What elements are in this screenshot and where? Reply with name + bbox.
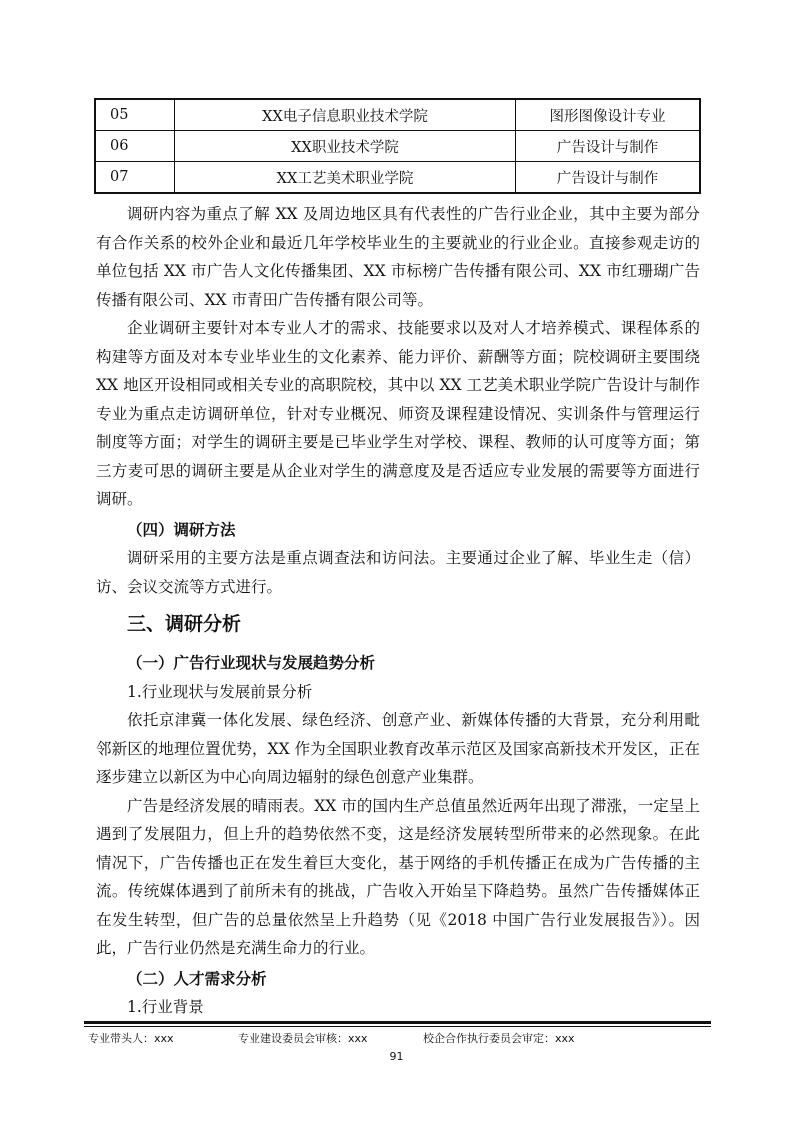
footer-committee: 专业建设委员会审核：xxx (238, 1032, 368, 1045)
major-name: 广告设计与制作 (516, 162, 701, 194)
major-name: 图形图像设计专业 (516, 99, 701, 131)
paragraph-regional-context: 依托京津冀一体化发展、绿色经济、创意产业、新媒体传播的大背景，充分利用毗邻新区的地理位置优势，XX 作为全国职业教育改革示范区及国家高新技术开发区，正在逐步建立以新区为中心向周边辐射的绿色创意产业集群。 (96, 711, 700, 786)
paragraph-survey-scope: 企业调研主要针对本专业人才的需求、技能要求以及对人才培养模式、课程体系的构建等方面及对本专业毕业生的文化素养、能力评价、薪酬等方面；院校调研主要围绕 XX 地区开设相同或相关专业的高职院校，其中以 XX 工艺美术职业学院广告设计与制作专业为重点走访调研单位，针对专业概况、师资及课程建设情况、实训条件与管理运行制度等方面；对学生的调研主要是已毕业学生对学校、课程、教师的认可度等方面；第三方麦可思的调研主要是从企业对学生的满意度及是否适应专业发展的需要等方面进行调研。 (96, 319, 700, 508)
heading-talent-demand: （二）人才需求分析 (127, 968, 267, 988)
major-name: 广告设计与制作 (516, 131, 701, 162)
item-industry-prospect: 1.行业现状与发展前景分析 (127, 682, 313, 701)
heading-industry-status: （一）广告行业现状与发展趋势分析 (127, 653, 376, 672)
footer-rule-thick (84, 1021, 711, 1024)
footer-signatures (88, 1030, 575, 1046)
row-number: 07 (95, 162, 175, 194)
surveyed-schools-table (94, 98, 701, 194)
row-number: 05 (95, 99, 175, 131)
footer-leader: 专业带头人：xxx (88, 1032, 174, 1045)
paragraph-advertising-economy: 广告是经济发展的晴雨表。XX 市的国内生产总值虽然近两年出现了滞涨，一定呈上遇到了发展阻力，但上升的趋势依然不变，这是经济发展转型所带来的必然现象。在此情况下，广告传播也正在发生着巨大变化，基于网络的手机传播正在成为广告传播的主流。传统媒体遇到了前所未有的挑战，广告收入开始呈下降趋势。虽然广告传播媒体正在发生转型，但广告的总量依然呈上升趋势（见《2018 中国广告行业发展报告》）。因此，广告行业仍然是充满生命力的行业。 (96, 796, 700, 957)
school-name: XX职业技术学院 (175, 131, 516, 162)
school-name: XX电子信息职业技术学院 (175, 99, 516, 131)
page-number: 91 (389, 1050, 404, 1063)
heading-section-analysis: 三、调研分析 (127, 613, 242, 635)
paragraph-survey-method: 调研采用的主要方法是重点调查法和访问法。主要通过企业了解、毕业生走（信）访、会议交流等方式进行。 (96, 549, 700, 596)
item-industry-background: 1.行业背景 (127, 998, 204, 1016)
footer-coop: 校企合作执行委员会审定：xxx (423, 1032, 575, 1045)
table-row (95, 99, 700, 131)
body-text (96, 200, 700, 1022)
table-row (95, 131, 700, 162)
heading-survey-method: （四）调研方法 (127, 519, 236, 539)
school-name: XX工艺美术职业学院 (175, 162, 516, 194)
footer-rule-thin (84, 1026, 711, 1027)
table-row (95, 162, 700, 194)
paragraph-survey-content: 调研内容为重点了解 XX 及周边地区具有代表性的广告行业企业，其中主要为部分有合作关系的校外企业和最近几年学校毕业生的主要就业的行业企业。直接参观走访的单位包括 XX 市广告人文化传播集团、XX 市标榜广告传播有限公司、XX 市红珊瑚广告传播有限公司、XX 市青田广告传播有限公司等。 (96, 205, 700, 309)
row-number: 06 (95, 131, 175, 162)
